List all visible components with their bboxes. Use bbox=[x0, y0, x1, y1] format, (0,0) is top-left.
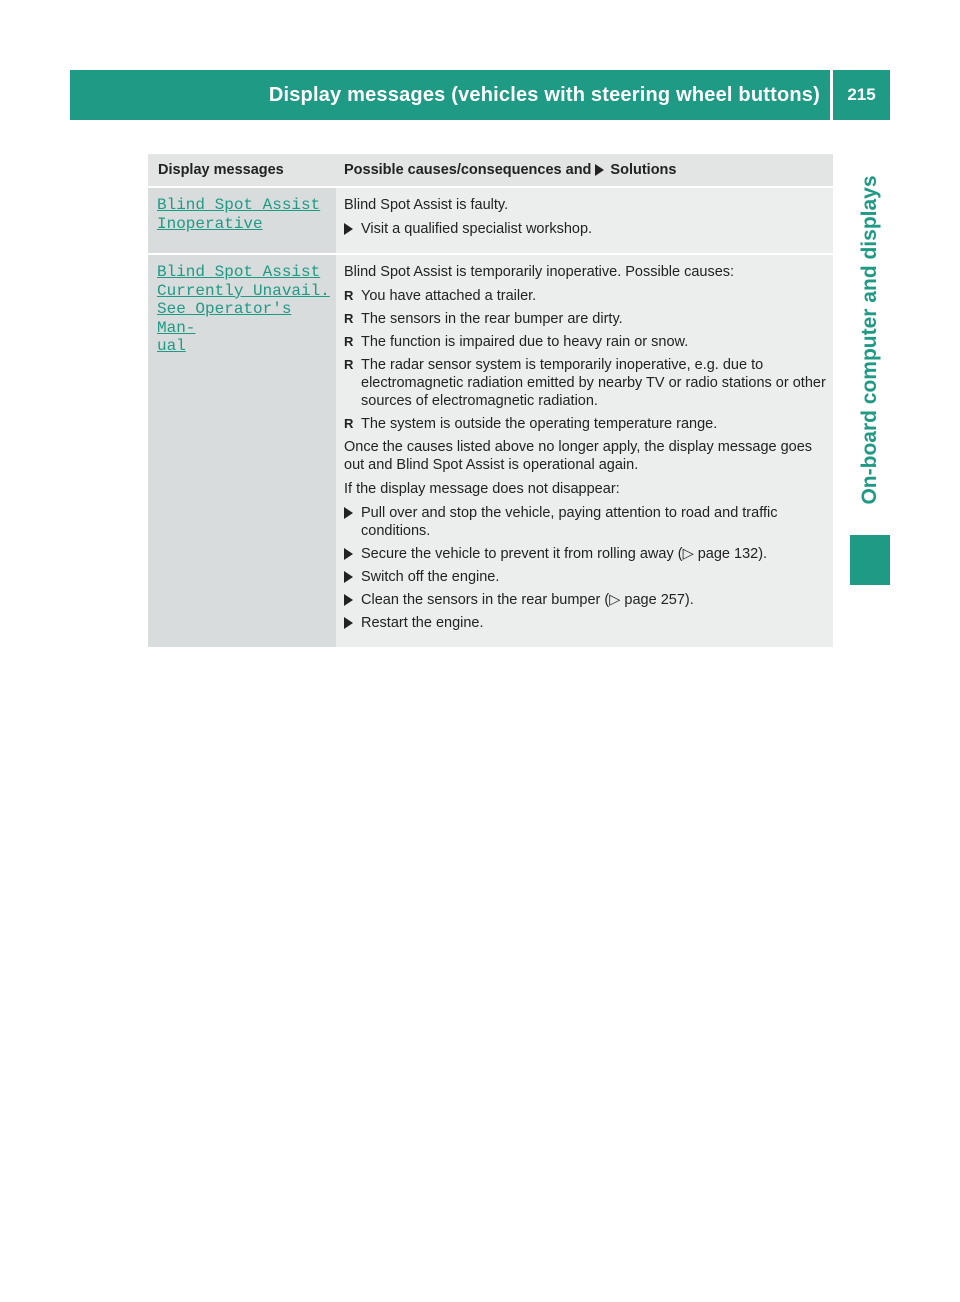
action-item bbox=[344, 614, 829, 632]
cause-item bbox=[344, 310, 829, 328]
action-item bbox=[344, 545, 829, 563]
page-header bbox=[70, 70, 890, 120]
action-text: Switch off the engine. bbox=[361, 569, 500, 585]
action-arrow-icon bbox=[344, 594, 353, 606]
action-arrow-icon bbox=[344, 548, 353, 560]
bullet-icon: R bbox=[344, 416, 354, 431]
table-row bbox=[148, 186, 833, 253]
action-item bbox=[344, 568, 829, 586]
message-line: See Operator's Man‐ bbox=[157, 300, 292, 337]
action-text: Restart the engine. bbox=[361, 615, 484, 631]
action-text: Visit a qualified specialist workshop. bbox=[361, 221, 593, 237]
action-arrow-icon bbox=[344, 507, 353, 519]
action-item bbox=[344, 591, 829, 609]
message-line: Blind Spot Assist bbox=[157, 263, 321, 281]
bullet-icon: R bbox=[344, 288, 354, 303]
cause-text: The sensors in the rear bumper are dirty. bbox=[361, 311, 623, 327]
message-line: Inoperative bbox=[157, 214, 263, 233]
header-causes bbox=[336, 154, 833, 178]
message-line: Blind Spot Assist bbox=[157, 196, 321, 214]
action-text: Secure the vehicle to prevent it from rolling away (▷ page 132). bbox=[361, 546, 768, 562]
action-arrow-icon bbox=[344, 571, 353, 583]
note-text: Once the causes listed above no longer apply, the display message goes out and Blind Spot Assist is operational again. bbox=[344, 439, 813, 473]
table-row bbox=[148, 253, 833, 647]
cause-item bbox=[344, 287, 829, 305]
cause-item bbox=[344, 356, 829, 410]
cause-item bbox=[344, 415, 829, 433]
action-arrow-icon bbox=[344, 617, 353, 629]
page-title: Display messages (vehicles with steering wheel buttons) bbox=[268, 84, 820, 106]
cause-text: You have attached a trailer. bbox=[361, 288, 537, 304]
cause-intro: Blind Spot Assist is faulty. bbox=[344, 197, 509, 213]
cause-intro: Blind Spot Assist is temporarily inoperative. Possible causes: bbox=[344, 264, 735, 280]
cause-text: The radar sensor system is temporarily inoperative, e.g. due to electromagnetic radiation emitted by nearby TV or radio stations or other sources of electromagnetic radiation. bbox=[361, 357, 826, 409]
cause-item bbox=[344, 333, 829, 351]
action-item bbox=[344, 220, 829, 238]
display-message bbox=[148, 255, 336, 647]
section-tab-label: On-board computer and displays bbox=[858, 175, 881, 505]
section-tab-marker bbox=[850, 535, 890, 585]
bullet-icon: R bbox=[344, 311, 354, 326]
action-item bbox=[344, 504, 829, 540]
header-causes-label: Possible causes/consequences and bbox=[344, 162, 592, 178]
bullet-icon: R bbox=[344, 334, 354, 349]
message-solution bbox=[336, 255, 833, 647]
cause-text: The system is outside the operating temperature range. bbox=[361, 416, 718, 432]
message-solution bbox=[336, 188, 833, 253]
action-text: Pull over and stop the vehicle, paying attention to road and traffic conditions. bbox=[361, 505, 778, 539]
action-arrow-icon bbox=[595, 164, 604, 176]
action-text: Clean the sensors in the rear bumper (▷ page 257). bbox=[361, 592, 694, 608]
display-messages-table bbox=[148, 154, 833, 647]
display-message bbox=[148, 188, 336, 253]
header-solutions-label: Solutions bbox=[610, 162, 677, 178]
cause-text: The function is impaired due to heavy rain or snow. bbox=[361, 334, 689, 350]
header-display-messages: Display messages bbox=[158, 162, 284, 178]
bullet-icon: R bbox=[344, 357, 354, 372]
message-line: Currently Unavail. bbox=[157, 281, 330, 300]
table-header bbox=[148, 154, 833, 186]
note-text: If the display message does not disappear: bbox=[344, 481, 620, 497]
page-number: 215 bbox=[847, 85, 876, 104]
section-tab bbox=[850, 130, 890, 550]
action-arrow-icon bbox=[344, 223, 353, 235]
message-line: ual bbox=[157, 337, 186, 355]
